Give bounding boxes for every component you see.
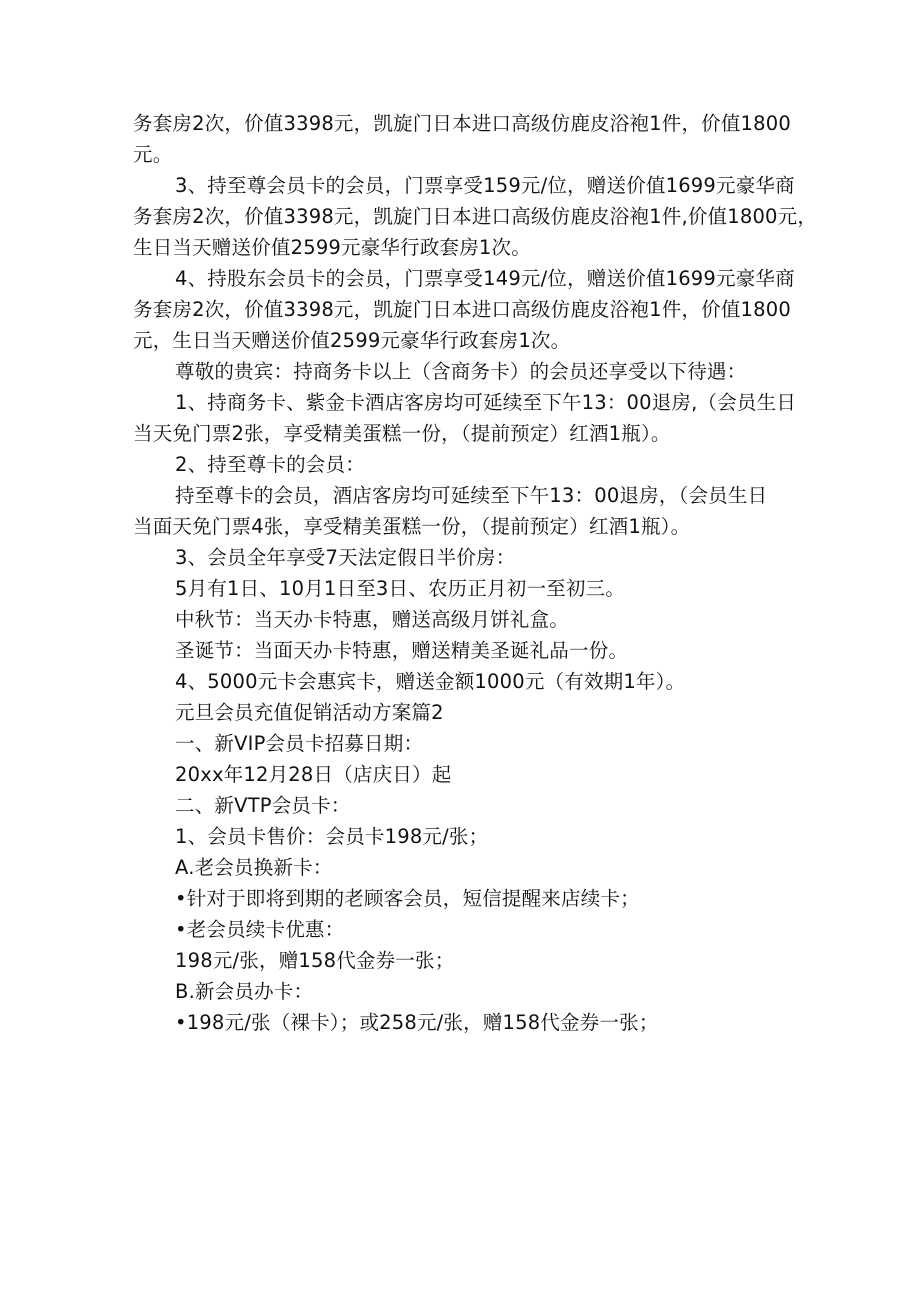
text-line: 当天免门票2张，享受精美蛋糕一份，（提前预定）红酒1瓶）。: [133, 422, 671, 445]
text-line: 务套房2次，价值3398元，凯旋门日本进口高级仿鹿皮浴袍1件，价值1800: [133, 112, 791, 135]
section-heading-1: 一、新VIP会员卡招募日期：: [175, 732, 424, 755]
text-line: 1、会员卡售价：会员卡198元/张；: [175, 825, 489, 848]
text-line: 持至尊卡的会员，酒店客房均可延续至下午13：00退房，（会员生日: [175, 484, 768, 507]
bullet-item: •针对于即将到期的老顾客会员，短信提醒来店续卡；: [175, 887, 640, 910]
text-line: 元，生日当天赠送价值2599元豪华行政套房1次。: [133, 329, 571, 352]
vip-item-3: 3、会员全年享受7天法定假日半价房：: [175, 546, 516, 569]
subheading-b: B.新会员办卡：: [175, 980, 314, 1003]
vip-intro: 尊敬的贵宾：持商务卡以上（含商务卡）的会员还享受以下待遇：: [175, 360, 747, 383]
text-line: 生日当天赠送价值2599元豪华行政套房1次。: [133, 236, 531, 259]
text-line: 198元/张，赠158代金券一张；: [175, 949, 455, 972]
list-item-4: 4、持股东会员卡的会员，门票享受149元/位，赠送价值1699元豪华商: [175, 267, 795, 290]
bullet-item: •198元/张（裸卡）；或258元/张，赠158代金券一张；: [175, 1011, 659, 1034]
document-body: [133, 108, 818, 1038]
bullet-item: •老会员续卡优惠：: [175, 918, 345, 941]
section-title: 元旦会员充值促销活动方案篇2: [175, 701, 444, 724]
text-line: 中秋节：当天办卡特惠，赠送高级月饼礼盒。: [175, 608, 570, 631]
text-line: 元。: [133, 143, 173, 166]
text-line: 务套房2次，价值3398元，凯旋门日本进口高级仿鹿皮浴袍1件，价值1800: [133, 298, 791, 321]
vip-item-2: 2、持至尊卡的会员：: [175, 453, 365, 476]
subheading-a: A.老会员换新卡：: [175, 856, 333, 879]
text-line: 5月有1日、10月1日至3日、农历正月初一至初三。: [175, 577, 625, 600]
text-line: 务套房2次，价值3398元，凯旋门日本进口高级仿鹿皮浴袍1件,价值1800元，: [133, 205, 818, 228]
section-heading-2: 二、新VTP会员卡：: [175, 794, 351, 817]
text-line: 20xx年12月28日（店庆日）起: [175, 763, 452, 786]
vip-item-4: 4、5000元卡会惠宾卡，赠送金额1000元（有效期1年）。: [175, 670, 686, 693]
text-line: 圣诞节：当面天办卡特惠，赠送精美圣诞礼品一份。: [175, 639, 629, 662]
list-item-3: 3、持至尊会员卡的会员，门票享受159元/位，赠送价值1699元豪华商: [175, 174, 795, 197]
vip-item-1: 1、持商务卡、紫金卡酒店客房均可延续至下午13：00退房,（会员生日: [175, 391, 797, 414]
text-line: 当面天免门票4张，享受精美蛋糕一份，（提前预定）红酒1瓶）。: [133, 515, 691, 538]
